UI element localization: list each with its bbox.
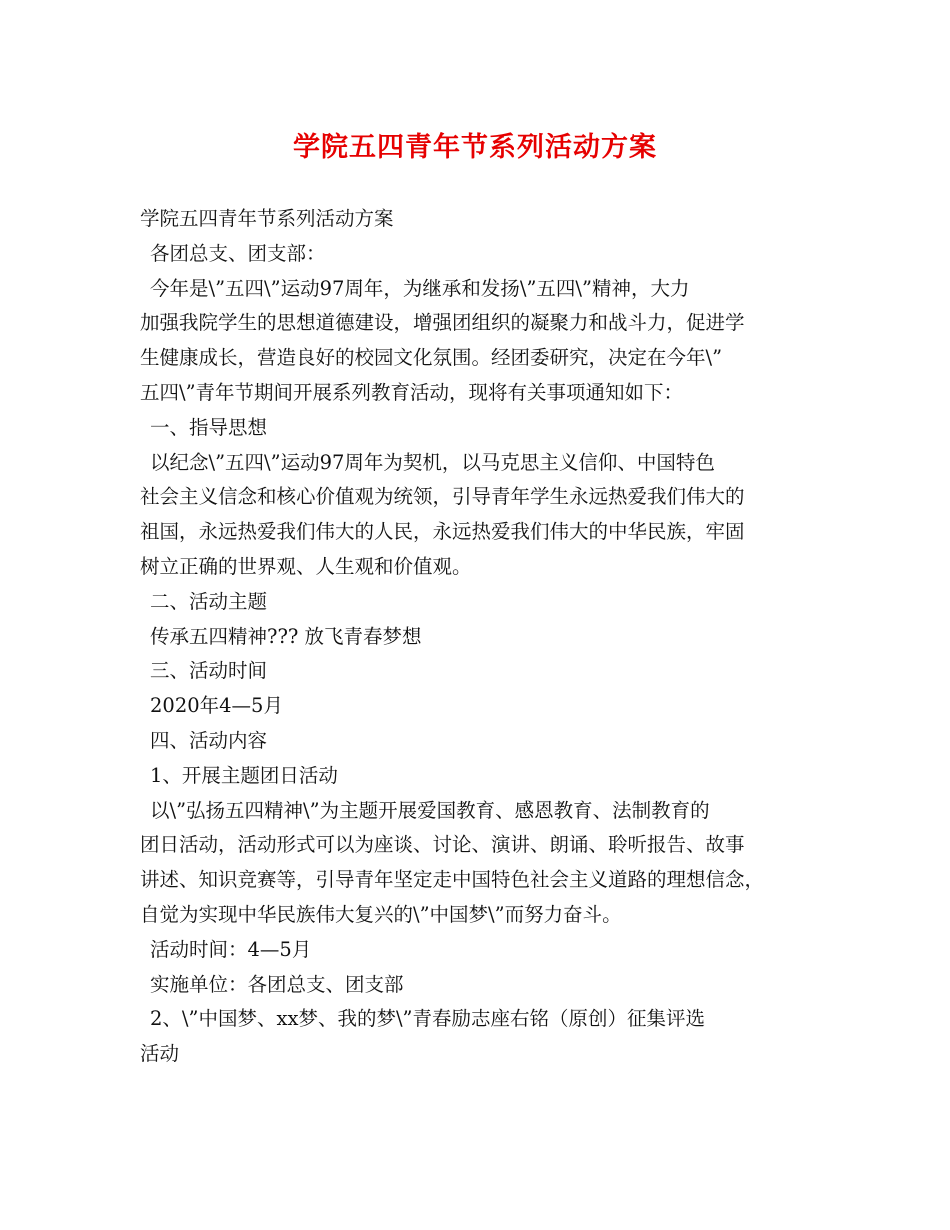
section-heading: 三、活动时间	[150, 659, 268, 683]
subsection-heading: 2、\”中国梦、xx梦、我的梦\”青春励志座右铭（原创）征集评选	[150, 1007, 705, 1031]
body-line: 团日活动，活动形式可以为座谈、讨论、演讲、朗诵、聆听报告、故事	[140, 833, 745, 857]
body-line: 五四\”青年节期间开展系列教育活动，现将有关事项通知如下：	[140, 380, 684, 404]
section-heading: 四、活动内容	[150, 728, 268, 752]
body-line: 学院五四青年节系列活动方案	[140, 207, 394, 230]
body-line: 社会主义信念和核心价值观为统领，引导青年学生永远热爱我们伟大的	[140, 485, 745, 509]
section-heading: 一、指导思想	[150, 415, 268, 439]
body-line: 以\”弘扬五四精神\”为主题开展爱国教育、感恩教育、法制教育的	[150, 798, 710, 822]
body-line: 实施单位：各团总支、团支部	[150, 972, 404, 996]
body-line: 自觉为实现中华民族伟大复兴的\”中国梦\”而努力奋斗。	[140, 902, 622, 926]
document-title: 学院五四青年节系列活动方案	[293, 132, 657, 163]
body-line: 树立正确的世界观、人生观和价值观。	[140, 554, 472, 578]
document-body	[140, 202, 820, 1072]
subsection-heading: 1、开展主题团日活动	[150, 763, 338, 787]
body-line: 讲述、知识竞赛等，引导青年坚定走中国特色社会主义道路的理想信念，	[140, 868, 765, 892]
section-heading: 二、活动主题	[150, 589, 268, 613]
body-line: 祖国，永远热爱我们伟大的人民，永远热爱我们伟大的中华民族，牢固	[140, 520, 745, 544]
body-line: 加强我院学生的思想道德建设，增强团组织的凝聚力和战斗力，促进学	[140, 311, 745, 335]
body-line: 以纪念\”五四\”运动97周年为契机，以马克思主义信仰、中国特色	[150, 450, 715, 474]
body-line: 各团总支、团支部：	[150, 241, 326, 265]
body-line: 活动	[140, 1042, 180, 1066]
body-line: 2020年4—5月	[150, 694, 283, 718]
body-line: 生健康成长，营造良好的校园文化氛围。经团委研究，决定在今年\”	[140, 346, 723, 370]
body-line: 活动时间：4—5月	[150, 937, 312, 961]
body-line: 传承五四精神??? 放飞青春梦想	[150, 624, 422, 648]
body-line: 今年是\”五四\”运动97周年，为继承和发扬\”五四\”精神，大力	[150, 276, 690, 300]
